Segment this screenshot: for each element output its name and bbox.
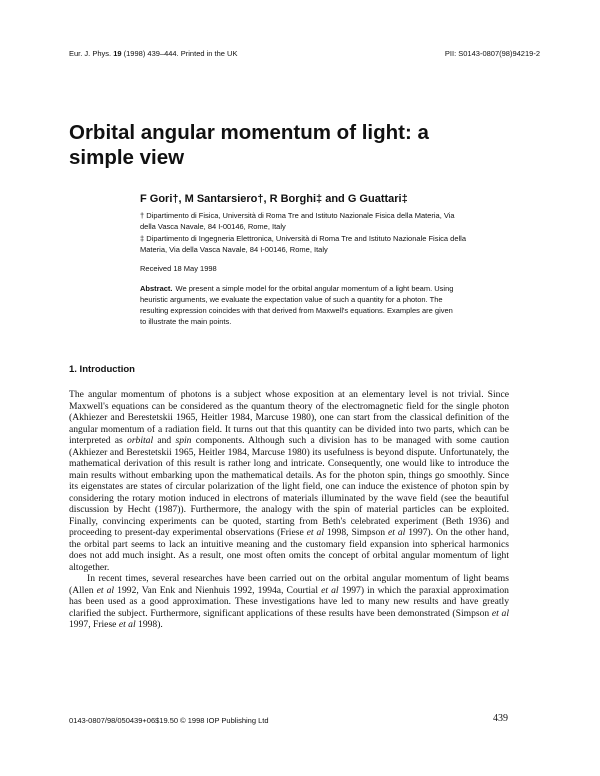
text-run: 1992, Van Enk and Nienhuis 1992, 1994a, Courtial — [114, 584, 322, 596]
abstract-text: We present a simple model for the orbital angular momentum of a light beam. Using heuristic arguments, we evaluate the expectation value of such a quantity for a photon. The resulting expression coincides with that derived from Maxwell's equations. Examples are given to illustrate the main points. — [140, 284, 454, 326]
italic-term: et al — [321, 584, 339, 596]
running-header-citation — [69, 49, 237, 58]
affiliation-1: † Dipartimento di Fisica, Università di Roma Tre and Istituto Nazionale Fisica della Materia, Via della Vasca Navale, 84 I-00146, Rome, Italy — [140, 211, 455, 231]
journal-volume: 19 — [113, 49, 122, 58]
italic-term: et al — [306, 527, 324, 538]
abstract-label: Abstract. — [140, 284, 173, 293]
italic-term: orbital — [127, 435, 154, 446]
text-run: 1997, Friese — [69, 619, 119, 630]
page-number: 439 — [493, 713, 508, 724]
text-run: and — [153, 435, 176, 446]
italic-term: et al — [491, 607, 509, 619]
text-run: 1998). — [135, 619, 163, 630]
italic-term: et al — [118, 619, 136, 630]
text-run: The angular momentum of photons is a subject whose exposition at an elementary level is not trivial. Since Maxwell's equations can be considered as the quantum theory of the electromagnetic field for the single photon (Akhiezer and Berestetskii 1965, Heitler 1984, Marcuse 1980), one can start from the classical definition of the angular momentum of a radiation field. It turns out that this quantity can be divided into two parts, which can be interpreted as — [69, 389, 509, 446]
abstract — [140, 283, 458, 327]
text-run: In recent times, several researches have been carried out on the orbital angular momentum of light beams (Allen — [69, 573, 509, 596]
text-run: 1997). On the other hand, the orbital part seems to lack an intuitive meaning and the customary field expansion into spherical harmonics does not add much insight. As a result, one most often omits the concept of orbital angular momentum of light altogether. — [69, 527, 509, 573]
received-date: Received 18 May 1998 — [140, 264, 217, 273]
body-text — [69, 389, 509, 631]
paragraph-2 — [69, 573, 509, 631]
paragraph-1 — [69, 389, 509, 573]
pii-code: PII: S0143-0807(98)94219-2 — [444, 49, 540, 58]
text-run: components. Although such a division has to be managed with some caution (Akhiezer and Berestetskii 1965, Heitler 1984, Marcuse 1980) its usefulness is beyond dispute. Unfortunately, the mathematical derivation of this result is rather long and intricate. Consequently, one would like to introduce the main results without embarking upon the mathematical details. As for the photon spin, things go smoothly. Since its eigenstates are states of circular polarization of the light field, one can induce the existence of photon spin by considering the rotary motion induced in electrons of materials illuminated by the wave field (see the beautiful discussion by Hecht (1987)). Furthermore, the analogy with the spin of material particles can be exploited. Finally, convincing experiments can be quoted, starting from Beth's celebrated experiment (Beth 1936) and proceeding to present-day experimental observations (Friese — [69, 435, 509, 538]
paper-title: Orbital angular momentum of light: a simple view — [69, 121, 429, 169]
affiliation-2: ‡ Dipartimento di Ingegneria Elettronica, Università di Roma Tre and Istituto Nazionale Fisica della Materia, Via della Vasca Navale, 84 I-00146, Rome, Italy — [140, 234, 466, 254]
text-run: 1998, Simpson — [324, 527, 388, 538]
footer-copyright: 0143-0807/98/050439+06$19.50 © 1998 IOP Publishing Ltd — [69, 716, 269, 725]
author-list: F Gori†, M Santarsiero†, R Borghi‡ and G Guattari‡ — [140, 193, 408, 205]
journal-name: Eur. J. Phys. — [69, 49, 112, 58]
text-run: 1997) in which the paraxial approximation has been used as a good approximation. These investigations have led to many new results and have greatly clarified the subject. Furthermore, significant applications of these results have been demonstrated (Simpson — [69, 584, 509, 619]
italic-term: et al — [387, 527, 406, 538]
italic-term: et al — [96, 584, 115, 596]
italic-term: spin — [175, 435, 192, 446]
journal-pages: (1998) 439–444. Printed in the UK — [123, 49, 238, 58]
section-heading: 1. Introduction — [69, 364, 135, 375]
